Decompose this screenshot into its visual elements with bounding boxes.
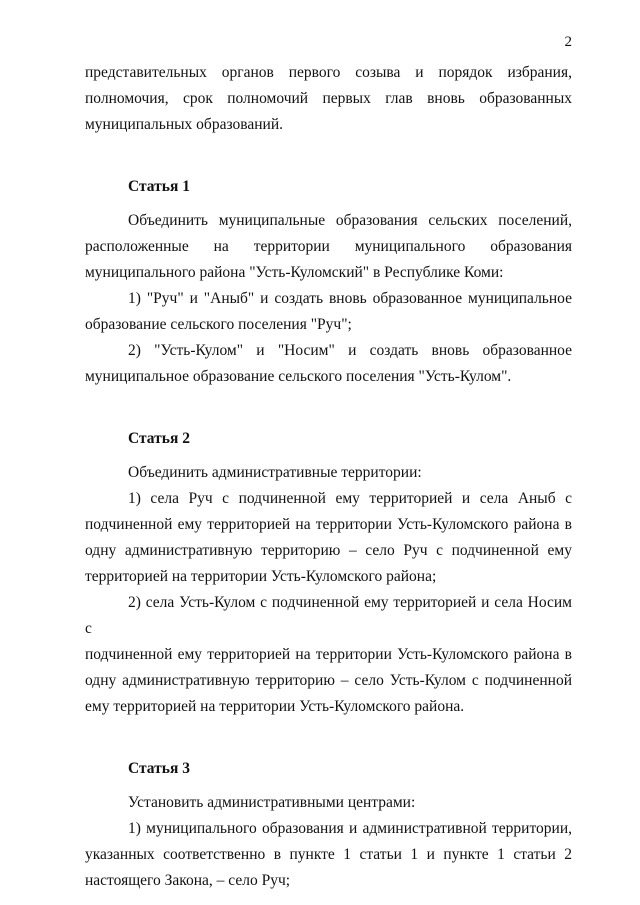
article-2-item-2-line: ему территорией на территории Усть-Куломского района. <box>85 698 465 715</box>
intro-line: муниципальных образований. <box>85 116 283 133</box>
article-1-paragraph-line: муниципального района "Усть-Куломский" в Республике Коми: <box>85 264 504 281</box>
article-2-item-1-line: территорией на территории Усть-Куломского района; <box>85 568 437 585</box>
article-2-item-1-line: подчиненной ему территорией на территории Усть-Куломского района в <box>85 516 572 533</box>
article-1-item-2-line: муниципальное образование сельского поселения "Усть-Кулом". <box>85 368 512 385</box>
article-1-paragraph-line: Объединить муниципальные образования сельских поселений, <box>128 212 572 229</box>
article-3-paragraph: Установить административными центрами: <box>128 794 416 811</box>
article-1-item-1-line: 1) "Руч" и "Аныб" и создать вновь образованное муниципальное <box>128 290 572 307</box>
article-1-item-2-line: 2) "Усть-Кулом" и "Носим" и создать вновь образованное <box>128 342 572 359</box>
article-2-item-2-line: одну административную территорию – село Усть-Кулом с подчиненной <box>85 672 572 689</box>
intro-line: представительных органов первого созыва и порядок избрания, <box>85 64 572 81</box>
article-1-item-1-line: образование сельского поселения "Руч"; <box>85 316 352 333</box>
article-1-heading: Статья 1 <box>128 178 190 195</box>
article-3-item-1-line: 1) муниципального образования и административной территории, <box>128 820 572 837</box>
article-3-item-1-line: настоящего Закона, – село Руч; <box>85 872 291 889</box>
article-2-item-1-line: 1) села Руч с подчиненной ему территорией и села Аныб с <box>128 490 572 507</box>
article-2-item-2-line: подчиненной ему территорией на территории Усть-Куломского района в <box>85 646 572 663</box>
article-2-item-1-line: одну административную территорию – село Руч с подчиненной ему <box>85 542 572 559</box>
article-2-paragraph: Объединить административные территории: <box>128 464 422 481</box>
article-3-heading: Статья 3 <box>128 760 190 777</box>
article-2-heading: Статья 2 <box>128 430 190 447</box>
article-3-item-1-line: указанных соответственно в пункте 1 статьи 1 и пункте 1 статьи 2 <box>85 846 572 863</box>
page-number: 2 <box>564 34 572 50</box>
document-body <box>85 60 572 894</box>
intro-line: полномочия, срок полномочий первых глав вновь образованных <box>85 90 572 107</box>
article-2-item-2-line: 2) села Усть-Кулом с подчиненной ему территорией и села Носим с <box>85 594 572 637</box>
article-1-paragraph-line: расположенные на территории муниципального образования <box>85 238 572 255</box>
